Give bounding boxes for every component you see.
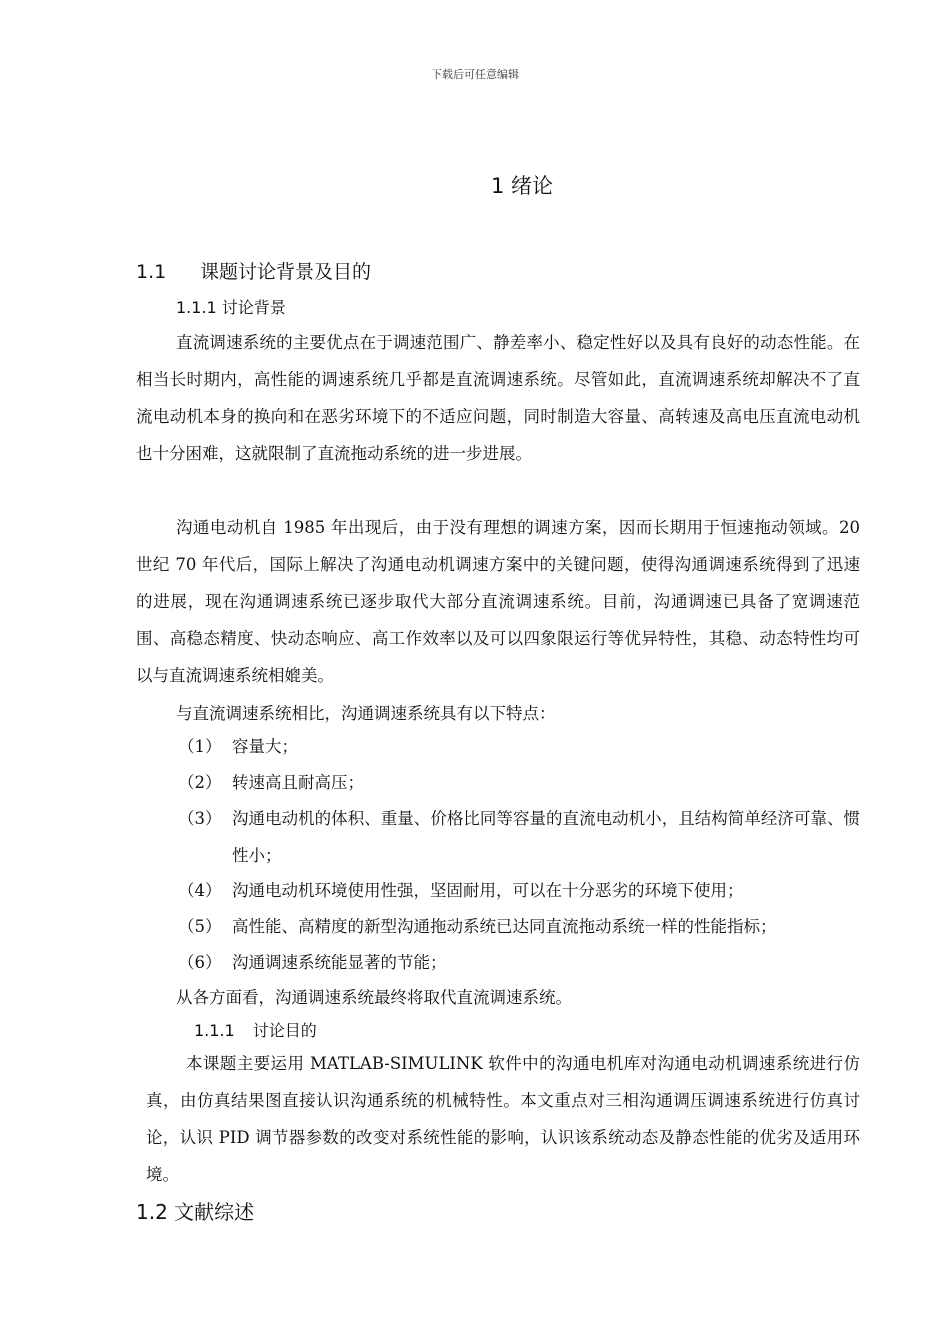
list-item-number: （3） — [178, 809, 222, 828]
list-item-text: 沟通电动机环境使用性强，坚固耐用，可以在十分恶劣的环境下使用； — [232, 881, 744, 900]
paragraph-research-purpose: 本课题主要运用 MATLAB-SIMULINK 软件中的沟通电机库对沟通电动机调速系统进行仿真，由仿真结果图直接认识沟通系统的机械特性。本文重点对三相沟通调压调速系统进行仿真讨论，认识 PID 调节器参数的改变对系统性能的影响，认识该系统动态及静态性能的优劣及适用环境。 — [146, 1054, 860, 1184]
conclusion-line: 从各方面看，沟通调速系统最终将取代直流调速系统。 — [176, 988, 572, 1007]
list-item — [178, 944, 860, 981]
section-title: 课题讨论背景及目的 — [200, 261, 372, 283]
list-item-text: 容量大； — [232, 737, 298, 756]
list-item-number: （1） — [178, 737, 222, 756]
list-item-number: （5） — [178, 917, 222, 936]
paragraph-dc-speed-control: 直流调速系统的主要优点在于调速范围广、静差率小、稳定性好以及具有良好的动态性能。在相当长时期内，高性能的调速系统几乎都是直流调速系统。尽管如此，直流调速系统却解决不了直流电动机本身的换向和在恶劣环境下的不适应问题，同时制造大容量、高转速及高电压直流电动机也十分困难，这就限制了直流拖动系统的进一步进展。 — [136, 333, 860, 463]
subsection-title: 讨论目的 — [252, 1021, 317, 1040]
section-heading-1-2: 1.2 文献综述 — [136, 1200, 255, 1224]
list-item-text: 沟通电动机的体积、重量、价格比同等容量的直流电动机小，且结构简单经济可靠、惯性小； — [232, 809, 860, 865]
list-item — [178, 800, 860, 874]
list-item-number: （2） — [178, 773, 222, 792]
list-item — [178, 908, 860, 945]
list-item-text: 高性能、高精度的新型沟通拖动系统已达同直流拖动系统一样的性能指标； — [232, 917, 777, 936]
section-heading-1-1 — [136, 257, 371, 284]
chapter-title: 1 绪论 — [490, 174, 554, 198]
list-item-number: （4） — [178, 881, 222, 900]
list-item — [178, 872, 860, 909]
subsection-heading-background: 1.1.1 讨论背景 — [176, 298, 286, 317]
paragraph-ac-motor-history: 沟通电动机自 1985 年出现后，由于没有理想的调速方案，因而长期用于恒速拖动领域。20 世纪 70 年代后，国际上解决了沟通电动机调速方案中的关键问题，使得沟通调速系统得到了迅速的进展，现在沟通调速系统已逐步取代大部分直流调速系统。目前，沟通调速已具备了宽调速范围、高稳态精度、快动态响应、高工作效率以及可以四象限运行等优异特性，其稳、动态特性均可以与直流调速系统相媲美。 — [136, 518, 860, 685]
list-item — [178, 764, 860, 801]
list-item-text: 转速高且耐高压； — [232, 773, 364, 792]
list-item-number: （6） — [178, 953, 222, 972]
page-header: 下载后可任意编辑 — [431, 68, 519, 81]
features-intro: 与直流调速系统相比，沟通调速系统具有以下特点： — [176, 704, 556, 723]
subsection-heading-purpose — [194, 1018, 317, 1041]
list-item-text: 沟通调速系统能显著的节能； — [232, 953, 447, 972]
subsection-number: 1.1.1 — [194, 1021, 235, 1040]
section-number: 1.1 — [136, 261, 167, 283]
list-item — [178, 728, 860, 765]
